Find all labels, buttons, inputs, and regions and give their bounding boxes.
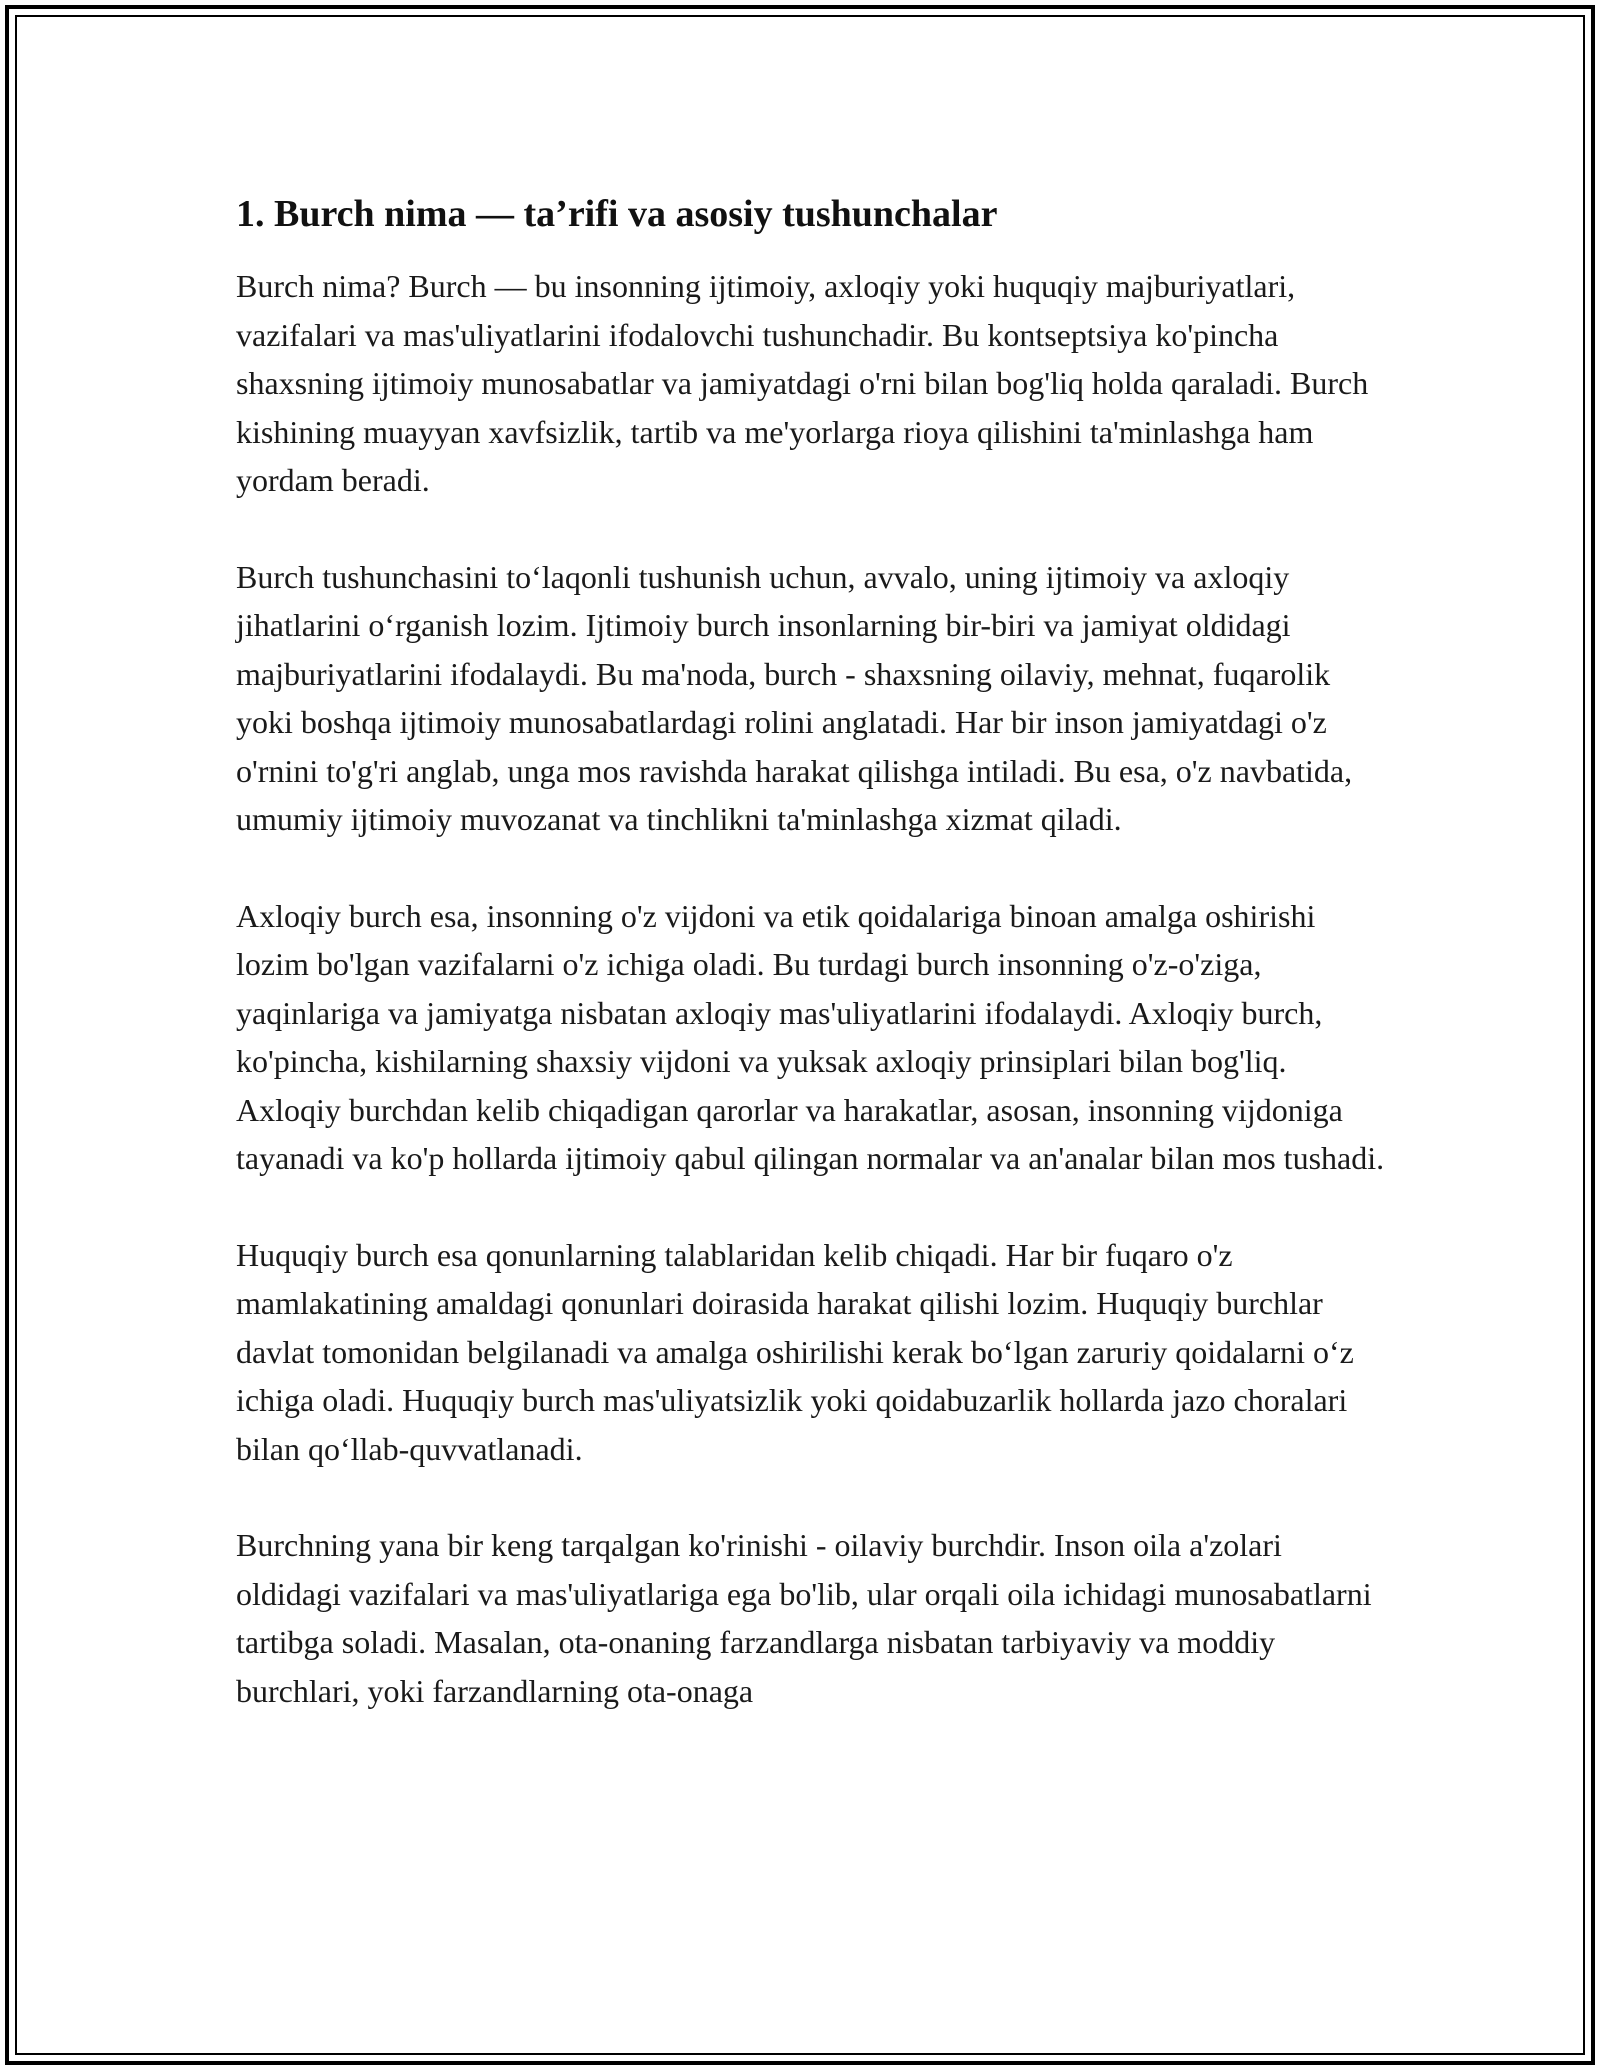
paragraph-social-duty: Burch tushunchasini to‘laqonli tushunish uchun, avvalo, uning ijtimoiy va axloqiy jihatlarini o‘rganish lozim. Ijtimoiy burch insonlarning bir-biri va jamiyat oldidagi majburiyatlarini ifodalaydi. Bu ma'noda, burch - shaxsning oilaviy, mehnat, fuqarolik yoki boshqa ijtimoiy munosabatlardagi rolini anglatadi. Har bir inson jamiyatdagi o'z o'rnini to'g'ri anglab, unga mos ravishda harakat qilishga intiladi. Bu esa, o'z navbatida, umumiy ijtimoiy muvozanat va tinchlikni ta'minlashga xizmat qiladi. — [236, 558, 1353, 837]
paragraph-definition: Burch nima? Burch — bu insonning ijtimoiy, axloqiy yoki huquqiy majburiyatlari, vazifalari va mas'uliyatlarini ifodalovchi tushunchadir. Bu kontseptsiya ko'pincha shaxsning ijtimoiy munosabatlar va jamiyatdagi o'rni bilan bog'liq holda qaraladi. Burch kishining muayyan xavfsizlik, tartib va me'yorlarga rioya qilishini ta'minlashga ham yordam beradi. — [236, 268, 1369, 498]
paragraph-moral-duty: Axloqiy burch esa, insonning o'z vijdoni va etik qoidalariga binoan amalga oshirishi lozim bo'lgan vazifalarni o'z ichiga oladi. Bu turdagi burch insonning o'z-o'ziga, yaqinlariga va jamiyatga nisbatan axloqiy mas'uliyatlarini ifodalaydi. Axloqiy burch, ko'pincha, kishilarning shaxsiy vijdoni va yuksak axloqiy prinsiplari bilan bog'liq. Axloqiy burchdan kelib chiqadigan qarorlar va harakatlar, asosan, insonning vijdoniga tayanadi va ko'p hollarda ijtimoiy qabul qilingan normalar va an'analar bilan mos tushadi. — [236, 897, 1385, 1176]
section-heading: 1. Burch nima — ta’rifi va asosiy tushunchalar — [236, 193, 998, 235]
paragraph-legal-duty: Huquqiy burch esa qonunlarning talablaridan kelib chiqadi. Har bir fuqaro o'z mamlakatining amaldagi qonunlari doirasida harakat qilishi lozim. Huquqiy burchlar davlat tomonidan belgilanadi va amalga oshirilishi kerak bo‘lgan zaruriy qoidalarni o‘z ichiga oladi. Huquqiy burch mas'uliyatsizlik yoki qoidabuzarlik hollarda jazo choralari bilan qo‘llab-quvvatlanadi. — [236, 1236, 1354, 1467]
paragraph-family-duty: Burchning yana bir keng tarqalgan ko'rinishi - oilaviy burchdir. Inson oila a'zolari oldidagi vazifalari va mas'uliyatlariga ega bo'lib, ular orqali oila ichidagi munosabatlarni tartibga soladi. Masalan, ota-onaning farzandlarga nisbatan tarbiyaviy va moddiy burchlari, yoki farzandlarning ota-onaga — [236, 1527, 1372, 1709]
document-body — [236, 188, 1386, 1715]
